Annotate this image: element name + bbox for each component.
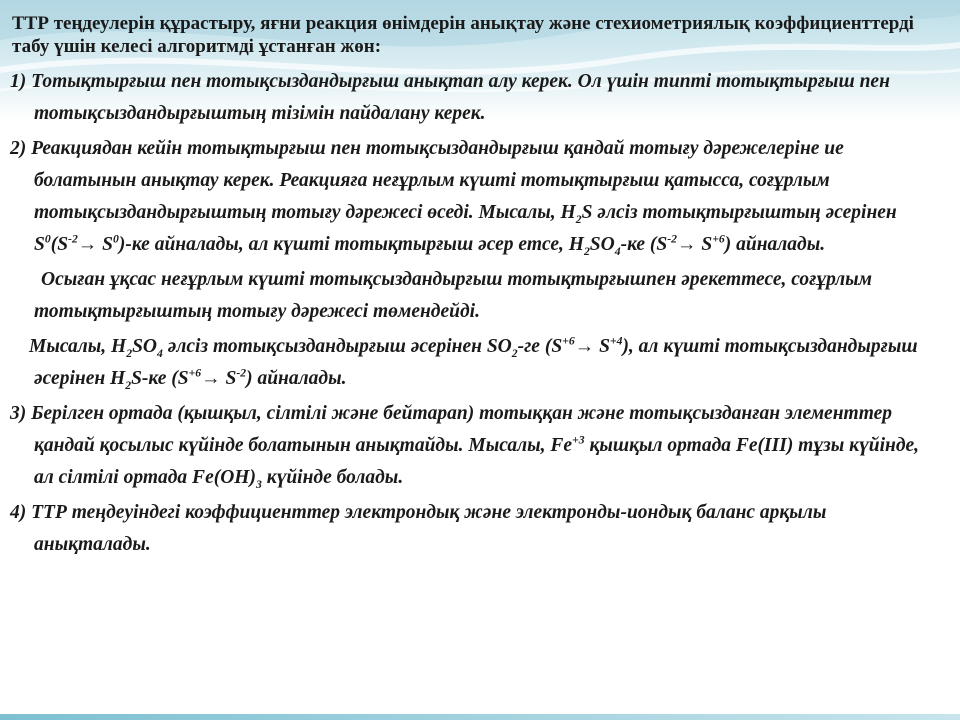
paragraph-reducer-note: Осыған ұқсас неғұрлым күшті тотықсыздандырғыш тотықтырғышпен әрекеттесе, соғұрлым тотықтырғыштың тотығу дәрежесі төмендейді. (34, 269, 873, 322)
bottom-accent-bar (0, 714, 960, 720)
paragraph-example: Мысалы, $H_2SO_4$ әлсіз тотықсыздандырғыш әсерінен $SO_2-ге$ $(S^{+6}\to S^{+4})$, ал күшті тотықсыздандырғыш әсерінен $H_2S-ке$ $(S^{+6}\to S^{-2})$ айналады. (29, 334, 918, 392)
paragraph-step-3: 3) Берілген ортада (қышқыл, сілтілі және бейтарап) тотыққан және тотықсызданған элементтер қандай қосылыс күйінде болатынын анықтайды. Мысалы, $Fe^{+3}$ қышқыл ортада Fe(III) тұзы күйінде, ал сілтілі ортада $Fe(OH)_3$ күйінде болады. (10, 403, 920, 491)
paragraph-step-2: 2) Реакциядан кейін тотықтырғыш пен тотықсыздандырғыш қандай тотығу дәрежелеріне ие болатынын анықтау керек. Реакцияға неғұрлым күшті тотықтырғыш қатысса, соғұрлым тотықсыздандырғыштың тотығу дәрежесі өседі. Мысалы, $H_2S$ әлсіз тотықтырғыштың әсерінен $S^0(S^{-2}\to S^0)-ке$ айналады, ал күшті тотықтырғыш әсер етсе, $H_2SO_4-ке$ $(S^{-2}\to S^{+6})$ айналады. (10, 138, 897, 258)
slide-title: ТТР теңдеулерін құрастыру, яғни реакция өнімдерін анықтау және стехиометриялық коэффициенттерді табу үшін келесі алгоритмді ұстанған жөн: (12, 13, 914, 57)
paragraph-step-4: 4) ТТР теңдеуіндегі коэффициенттер электрондық және электронды-иондық баланс арқылы анықталады. (10, 502, 827, 555)
paragraph-step-1: 1) Тотықтырғыш пен тотықсыздандырғыш анықтап алу керек. Ол үшін типті тотықтырғыш пен тотықсыздандырғыштың тізімін пайдалану керек. (10, 71, 890, 124)
